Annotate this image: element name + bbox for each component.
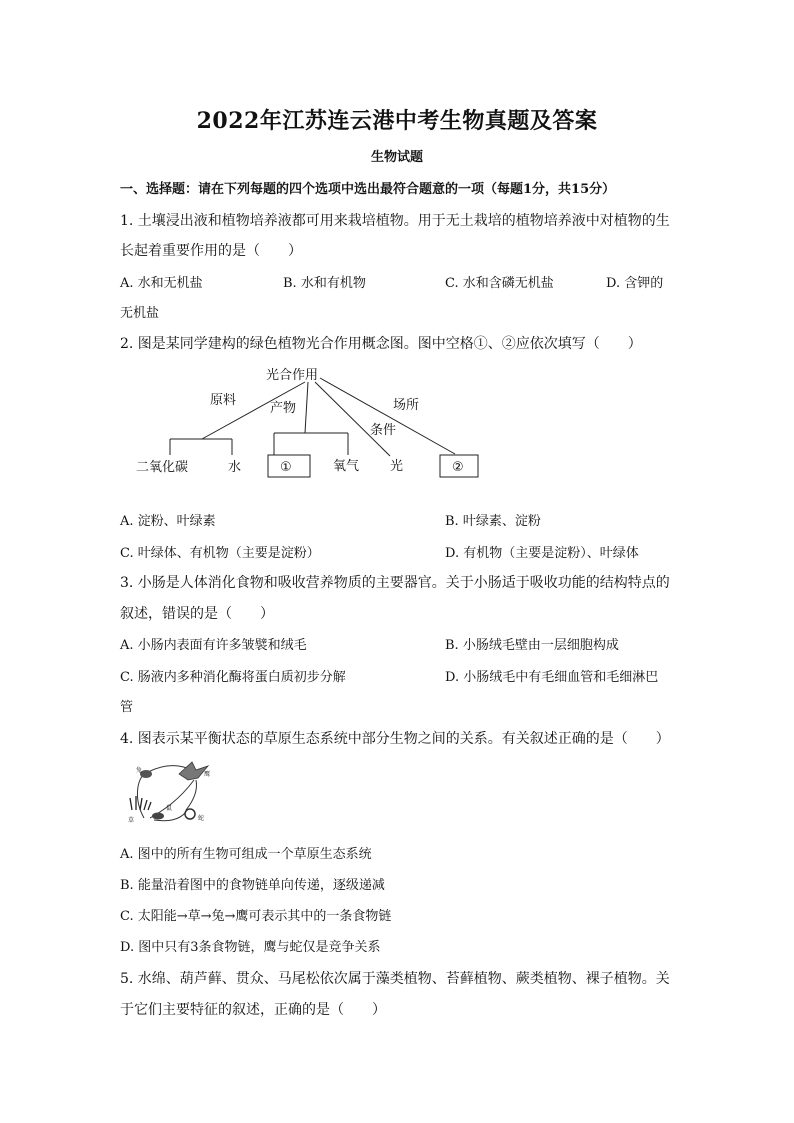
question-3-option-c: C. 肠液内多种消化酶将蛋白质初步分解 <box>120 670 346 685</box>
question-3-option-d-cont: 管 <box>120 700 134 715</box>
question-5-text: 5. 水绵、葫芦藓、贯众、马尾松依次属于藻类植物、苔藓植物、蕨类植物、裸子植物。关 <box>120 971 670 987</box>
question-2-option-d: D. 有机物（主要是淀粉）、叶绿体 <box>445 546 639 561</box>
map-oxygen-label: 氧气 <box>333 459 360 474</box>
food-web-figure <box>124 760 214 826</box>
question-3-text-cont: 叙述，错误的是（ ） <box>120 606 274 622</box>
question-2-option-b: B. 叶绿素、淀粉 <box>445 514 541 529</box>
fig-snake-label: 蛇 <box>198 815 205 822</box>
question-4-option-b: B. 能量沿着图中的食物链单向传递，逐级递减 <box>120 878 385 893</box>
map-blank-1: ① <box>280 460 292 475</box>
photosynthesis-concept-map <box>120 360 500 485</box>
question-1-option-d-cont: 无机盐 <box>120 306 160 321</box>
question-1-option-d: D. 含钾的 <box>606 276 664 291</box>
question-4-text: 4. 图表示某平衡状态的草原生态系统中部分生物之间的关系。有关叙述正确的是（ ） <box>120 731 670 747</box>
question-4-option-a: A. 图中的所有生物可组成一个草原生态系统 <box>120 847 372 862</box>
map-water-label: 水 <box>228 460 242 475</box>
question-2-option-a: A. 淀粉、叶绿素 <box>120 514 216 529</box>
fig-grass-label: 草 <box>128 817 135 824</box>
question-3-option-d: D. 小肠绒毛中有毛细血管和毛细淋巴 <box>445 670 659 685</box>
map-blank-2: ② <box>452 460 464 475</box>
page-subtitle: 生物试题 <box>370 150 423 165</box>
map-place-label: 场所 <box>393 398 420 413</box>
question-1-text-cont: 长起着重要作用的是（ ） <box>120 243 302 259</box>
map-co2-label: 二氧化碳 <box>136 460 189 475</box>
question-1-option-c: C. 水和含磷无机盐 <box>445 276 554 291</box>
map-product-label: 产物 <box>270 401 297 416</box>
map-condition-label: 条件 <box>370 423 397 438</box>
question-3-option-a: A. 小肠内表面有许多皱襞和绒毛 <box>120 638 307 653</box>
question-1-option-a: A. 水和无机盐 <box>120 276 203 291</box>
question-2-text: 2. 图是某同学建构的绿色植物光合作用概念图。图中空格①、②应依次填写（ ） <box>120 336 642 352</box>
question-3-text: 3. 小肠是人体消化食物和吸收营养物质的主要器官。关于小肠适于吸收功能的结构特点的 <box>120 575 670 591</box>
map-root-label: 光合作用 <box>266 368 319 383</box>
page-title: 2022年江苏连云港中考生物真题及答案 <box>196 108 598 134</box>
question-1-text: 1. 土壤浸出液和植物培养液都可用来栽培植物。用于无土栽培的植物培养液中对植物的生 <box>120 213 670 229</box>
question-4-option-c: C. 太阳能→草→兔→鹰可表示其中的一条食物链 <box>120 909 392 924</box>
fig-mouse-label: 鼠 <box>166 805 173 812</box>
question-1-option-b: B. 水和有机物 <box>283 276 366 291</box>
question-5-text-cont: 于它们主要特征的叙述，正确的是（ ） <box>120 1002 386 1018</box>
question-4-option-d: D. 图中只有3条食物链，鹰与蛇仅是竞争关系 <box>120 940 381 955</box>
map-light-label: 光 <box>390 459 404 474</box>
map-raw-label: 原料 <box>210 393 237 408</box>
fig-rabbit-label: 兔 <box>136 767 143 774</box>
question-3-option-b: B. 小肠绒毛壁由一层细胞构成 <box>445 638 619 653</box>
section-heading: 一、选择题：请在下列每题的四个选项中选出最符合题意的一项（每题1分，共15分） <box>120 182 616 197</box>
fig-eagle-label: 鹰 <box>204 771 211 778</box>
question-2-option-c: C. 叶绿体、有机物（主要是淀粉） <box>120 546 320 561</box>
